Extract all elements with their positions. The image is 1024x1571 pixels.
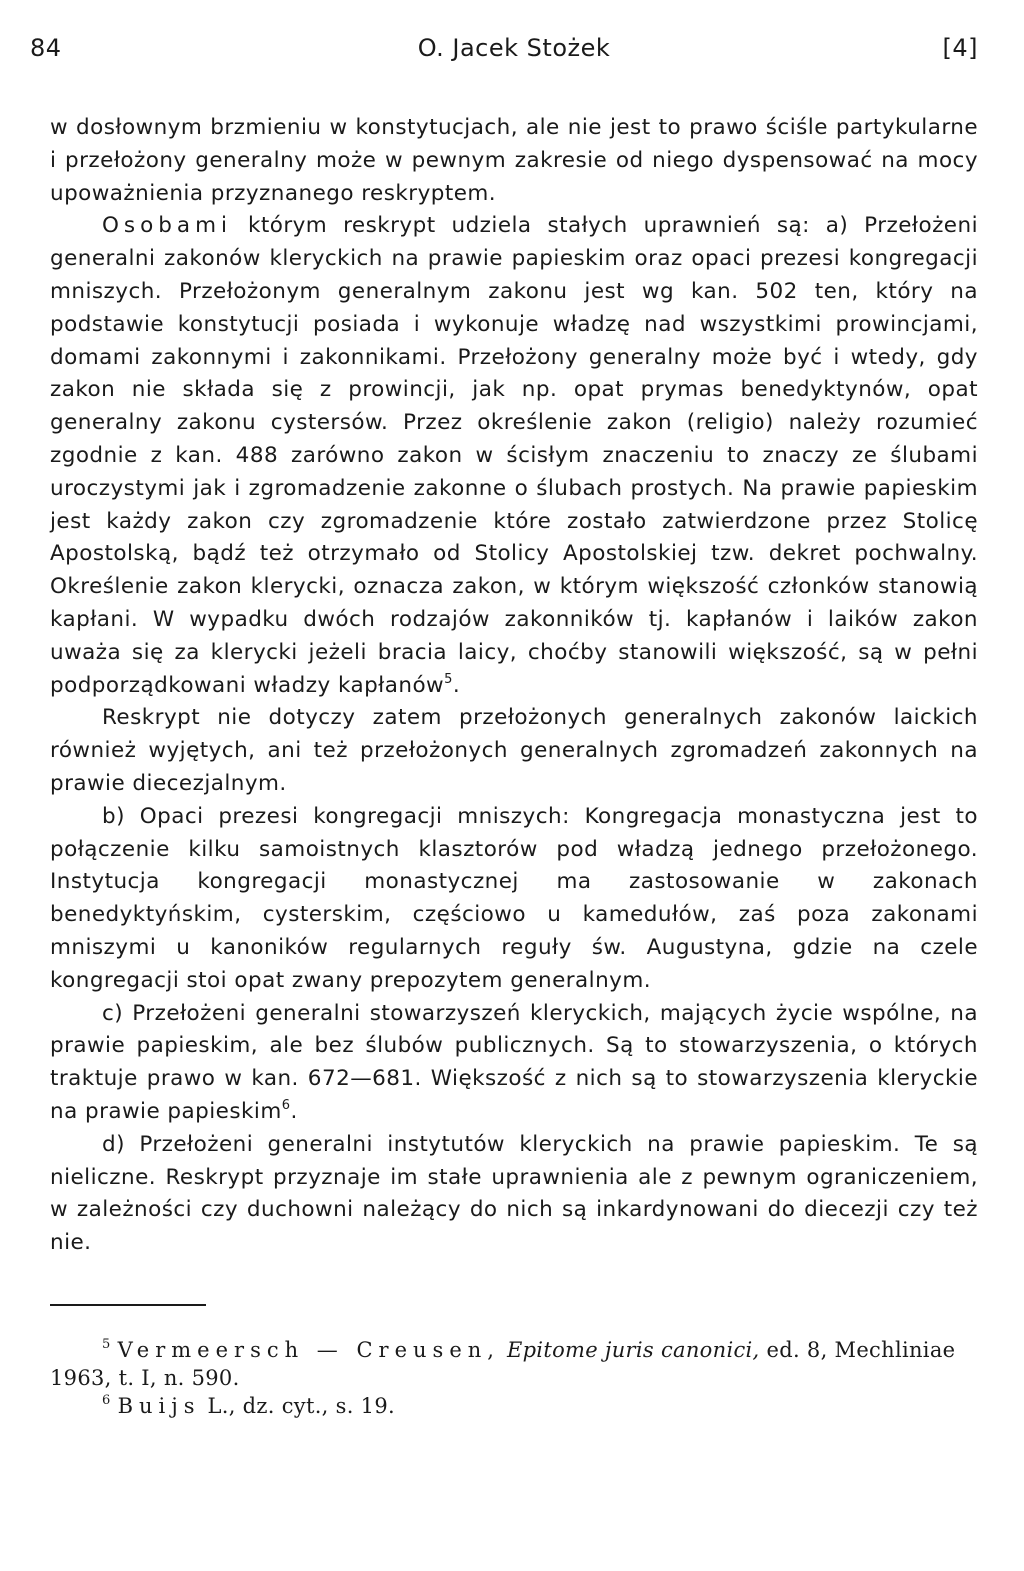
paragraph-4: b) Opaci prezesi kongregacji mniszych: Kongregacja monastyczna jest to połączenie kilku samoistnych klasztorów pod władzą jednego przełożonego. Instytucja kongregacji monastycznej ma zastosowanie w zakonach benedyktyńskim, cysterskim, częściowo u kamedułów, zaś poza zakonami mniszymi u kanoników regularnych reguły św. Augustyna, gdzie na czele kongregacji stoi opat zwany prepozytem generalnym. (50, 803, 978, 993)
footnote-6-author: Buijs (117, 1393, 201, 1418)
footnote-5-title: Epitome juris canonici, (506, 1337, 760, 1362)
paragraph-6: d) Przełożeni generalni instytutów kleryckich na prawie papieskim. Te są nieliczne. Reskrypt przyznaje im stałe uprawnienia ale z pewnym ograniczeniem, w zależności czy duchowni należący do nich są inkardynowani do diecezji czy też nie. (50, 1131, 978, 1256)
paragraph-3: Reskrypt nie dotyczy zatem przełożonych generalnych zakonów laickich również wyjętych, ani też przełożonych generalnych zgromadzeń zakonnych na prawie diecezjalnym. (50, 705, 978, 796)
running-header (30, 30, 978, 70)
footnote-6 (50, 1392, 978, 1420)
footnote-ref-6[interactable]: 6 (281, 1097, 291, 1113)
footnote-ref-5[interactable]: 5 (444, 671, 453, 687)
paragraph-2-text: którym reskrypt udziela stałych uprawnień są: a) Przełożeni generalni zakonów kleryckich na prawie papieskim oraz opaci prezesi kongregacji mniszych. Przełożonym generalnym zakonu jest wg kan. 502 ten, który na podstawie konstytucji posiada i wykonuje władzę nad wszystkimi prowincjami, domami zakonnymi i zakonnikami. Przełożony generalny może być i wtedy, gdy zakon nie składa się z prowincji, jak np. opat prymas benedyktynów, opat generalny zakonu cystersów. Przez określenie zakon (religio) należy rozumieć zgodnie z kan. 488 zarówno zakon w ścisłym znaczeniu to znaczy ze ślubami uroczystymi jak i zgromadzenie zakonne o ślubach prostych. Na prawie papieskim jest każdy zakon czy zgromadzenie które zostało zatwierdzone przez Stolicę Apostolską, bądź też otrzymało od Stolicy Apostolskiej tzw. dekret pochwalny. Określenie zakon klerycki, oznacza zakon, w którym większość członków stanowią kapłani. W wypadku dwóch rodzajów zakonników tj. kapłanów i laików zakon uważa się za klerycki jeżeli bracia laicy, choćby stanowili większość, są w pełni podporządkowani władzy kapłanów (50, 213, 978, 698)
paragraph-2 (50, 210, 978, 702)
body-text (50, 112, 978, 1260)
section-marker: [4] (942, 34, 978, 62)
paragraph-2-end: . (452, 672, 461, 698)
footnote-separator (50, 1304, 206, 1306)
footnote-5-author: Vermeersch — Creusen, (117, 1337, 500, 1362)
paragraph-5-text: c) Przełożeni generalni stowarzyszeń kleryckich, mających życie wspólne, na prawie papieskim, ale bez ślubów publicznych. Są to stowarzyszenia, o których traktuje prawo w kan. 672—681. Większość z nich są to stowarzyszenia kleryckie na prawie papieskim (50, 1000, 978, 1124)
page-number: 84 (30, 34, 62, 62)
paragraph-5-end: . (290, 1098, 298, 1124)
footnote-5-mark: 5 (102, 1336, 111, 1352)
running-title: O. Jacek Stożek (417, 34, 611, 62)
footnote-5-rest: ed. 8, Mechliniae 1963, t. I, n. 590. (50, 1337, 956, 1390)
paragraph-5 (50, 998, 978, 1129)
paragraph-1: w dosłownym brzmieniu w konstytucjach, ale nie jest to prawo ściśle partykularne i przełożony generalny może w pewnym zakresie od niego dyspensować na mocy upoważnienia przyznanego reskryptem. (50, 115, 978, 206)
footnote-6-rest: L., dz. cyt., s. 19. (200, 1393, 395, 1418)
document-page (30, 30, 978, 1420)
footnotes (50, 1336, 978, 1420)
footnote-6-mark: 6 (102, 1392, 111, 1408)
footnote-5 (50, 1336, 978, 1392)
spaced-term: Osobami (102, 213, 233, 239)
